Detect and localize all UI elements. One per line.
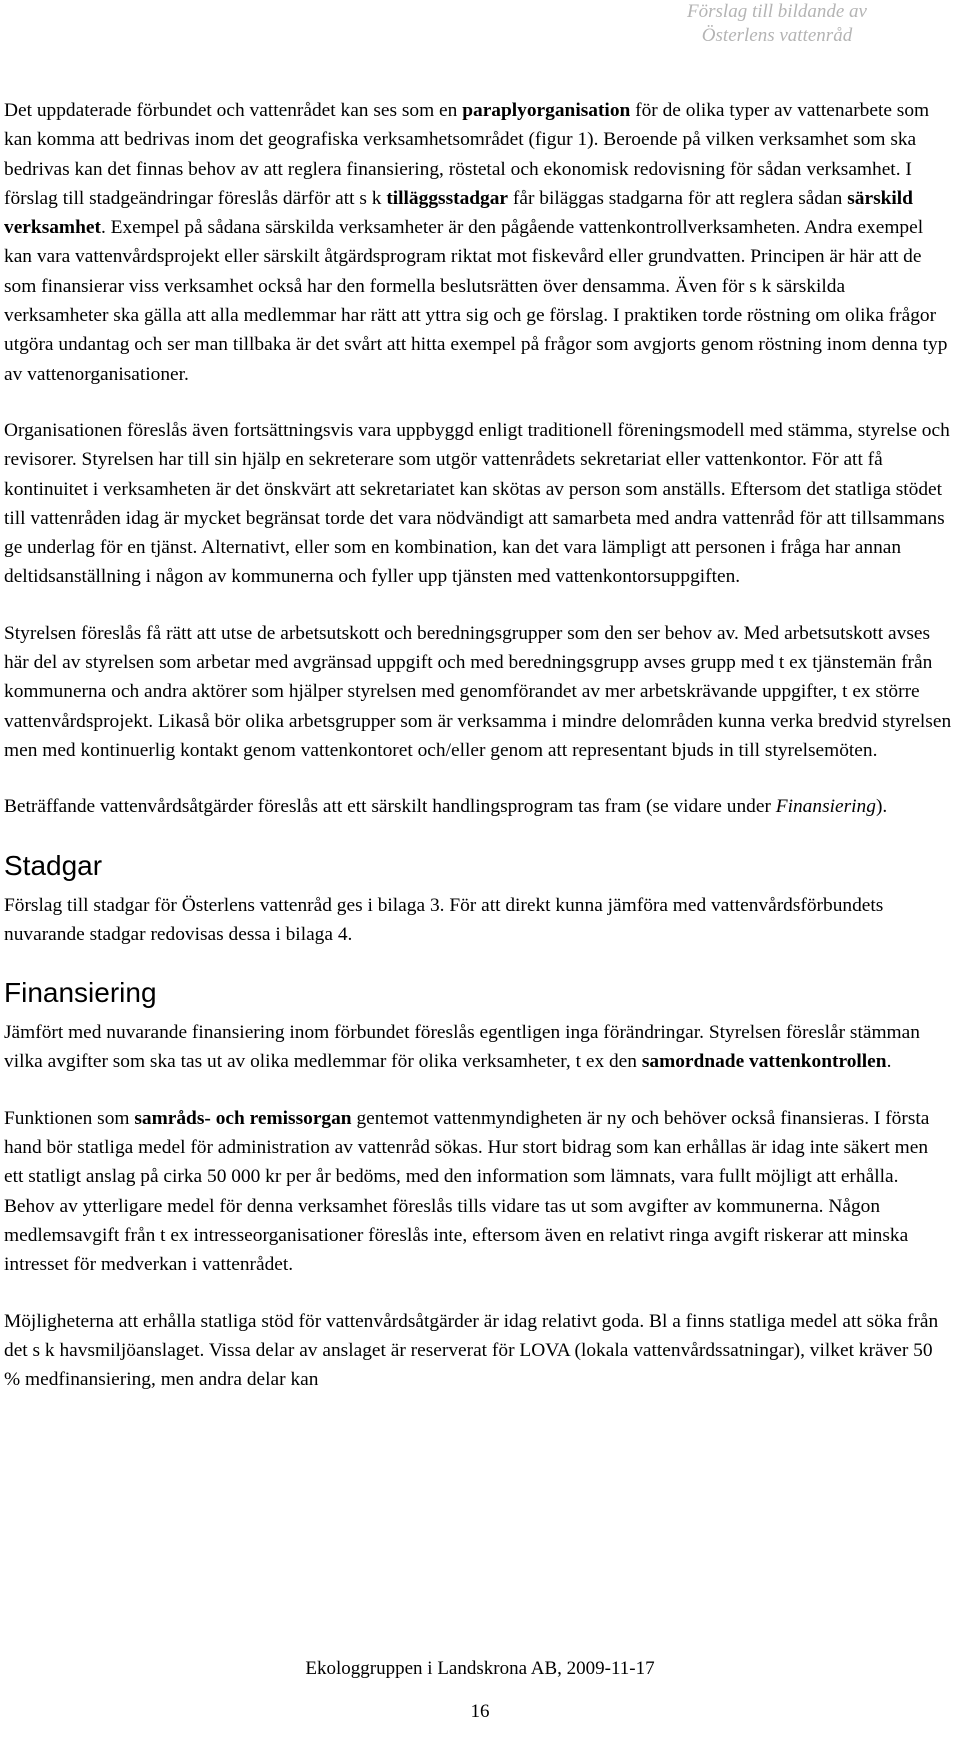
paragraph-financing: [4, 1018, 952, 1077]
paragraph-consultation-body: [4, 1104, 952, 1280]
paragraph-spacer: [4, 1077, 952, 1104]
bold-term: samordnade vattenkontrollen: [641, 1051, 887, 1073]
paragraph-spacer: [4, 592, 952, 619]
text-run: Det uppdaterade förbundet och vattenrådet kan ses som en: [4, 100, 463, 121]
heading-stadgar: Stadgar: [4, 849, 103, 881]
header-line-1: Förslag till bildande av: [687, 1, 867, 22]
paragraph-spacer: [4, 1280, 952, 1307]
text-run: . Exempel på sådana särskilda verksamheter är den pågående vattenkontrollverksamheten. Andra exempel kan vara vattenvårdsprojekt eller särskilt åtgärdsprogram riktat mot fiskevård eller grundvatten. Principen är här att de som finansierar viss verksamhet också har den formella beslutsrätten över densamma. Även för s k särskilda verksamheter ska gälla att alla medlemmar har rätt att yttra sig och ge förslag. I praktiken torde röstning om olika frågor utgöra undantag och ser man tillbaka är det svårt att hitta exempel på frågor som avgjorts genom röstning inom denna typ av vattenorganisationer.: [4, 217, 948, 385]
text-run: Beträffande vattenvårdsåtgärder föreslås att ett särskilt handlingsprogram tas fram (se vidare under: [4, 796, 776, 818]
paragraph-board: Styrelsen föreslås få rätt att utse de arbetsutskott och beredningsgrupper som den ser behov av. Med arbetsutskott avses här del av styrelsen som arbetar med avgränsad uppgift och med beredningsgrupp avses grupp med t ex tjänstemän från kommunerna och andra aktörer som hjälper styrelsen med genomförandet av mer arbetskrävande uppgifter, t ex större vattenvårdsprojekt. Likaså bör olika arbetsgrupper som är verksamma i mindre delområden kunna verka bredvid styrelsen men med kontinuerlig kontakt genom vattenkontoret och/eller genom att representant bjuds in till styrelsemöten.: [4, 622, 952, 761]
body-text: [4, 96, 952, 1394]
text-run: Funktionen som: [4, 1107, 135, 1129]
footer-organisation: Ekologgruppen i Landskrona AB, 2009-11-17: [305, 1658, 655, 1679]
running-header: [627, 0, 927, 48]
bold-term: tilläggsstadgar: [386, 187, 509, 209]
paragraph-spacer: [4, 765, 952, 792]
paragraph-umbrella-organisation: [4, 96, 952, 389]
text-run: ).: [875, 796, 888, 818]
paragraph-statutes: Förslag till stadgar för Österlens vattenråd ges i bilaga 3. För att direkt kunna jämföra med vattenvårdsförbundets nuvarande stadgar redovisas dessa i bilaga 4.: [4, 894, 884, 945]
heading-finansiering: Finansiering: [4, 977, 157, 1009]
text-run: gentemot vattenmyndigheten är ny och behöver också finansieras. I första hand bör statliga medel för administration av vattenråd sökas. Hur stort bidrag som kan erhållas är idag inte säkert men ett statligt anslag på cirka 50 000 kr per år bedöms, med den information som lämnats, vara fullt möjligt att erhålla. Behov av ytterligare medel för denna verksamhet föreslås tills vidare tas ut som avgifter av kommunerna. Någon medlemsavgift från t ex intresseorganisationer föreslås inte, eftersom även en relativt ringa avgift riskerar att minska intresset för medverkan i vattenrådet.: [4, 1107, 930, 1276]
italic-reference: Finansiering: [775, 796, 876, 818]
paragraph-spacer: [4, 389, 952, 416]
bold-term: paraplyorganisation: [462, 100, 631, 121]
paragraph-water-measures: [4, 792, 952, 821]
text-run: för de olika typer av vattenarbete som kan komma att bedrivas inom det geografiska verksamhetsområdet (figur 1). Beroende på vilken verksamhet som ska bedrivas kan det finnas behov av att reglera finansiering, röstetal och ekonomisk redovisning för sådan verksamhet. I förslag till stadgeändringar föreslås därför att s k: [4, 100, 930, 209]
text-run: .: [886, 1051, 892, 1073]
header-line-2: Österlens vattenråd: [701, 25, 853, 46]
paragraph-state-support: Möjligheterna att erhålla statliga stöd för vattenvårdsåtgärder är idag relativt goda. Bl a finns statliga medel att söka från det s k havsmiljöanslaget. Vissa delar av anslaget är reserverat för LOVA (lokala vattenvårdssatningar), vilket kräver 50 % medfinansiering, men andra delar kan: [4, 1310, 939, 1391]
page-number: 16: [470, 1701, 490, 1722]
text-run: får biläggas stadgarna för att reglera sådan: [508, 187, 848, 209]
bold-term: särskild verksamhet: [4, 187, 913, 239]
paragraph-organisation: Organisationen föreslås även fortsättningsvis vara uppbyggd enligt traditionell föreningsmodell med stämma, styrelse och revisorer. Styrelsen har till sin hjälp en sekreterare som utgör vattenrådets sekretariat eller vattenkontor. För att få kontinuitet i verksamheten är det önskvärt att sekretariatet kan skötas av person som anställs. Eftersom det statliga stödet till vattenråden idag är mycket begränsat torde det vara nödvändigt att samarbeta med andra vattenråd för att tillsammans ge underlag för en tjänst. Alternativt, eller som en kombination, kan det vara lämpligt att personen i fråga har annan deltidsanställning i någon av kommunerna och fyller upp tjänsten med vattenkontorsuppgiften.: [4, 419, 950, 588]
bold-term: samråds- och remissorgan: [134, 1107, 352, 1129]
text-run: Jämfört med nuvarande finansiering inom förbundet föreslås egentligen inga förändringar. Styrelsen föreslår stämman vilka avgifter som ska tas ut av olika medlemmar för olika verksamheter, t ex den: [4, 1022, 920, 1073]
